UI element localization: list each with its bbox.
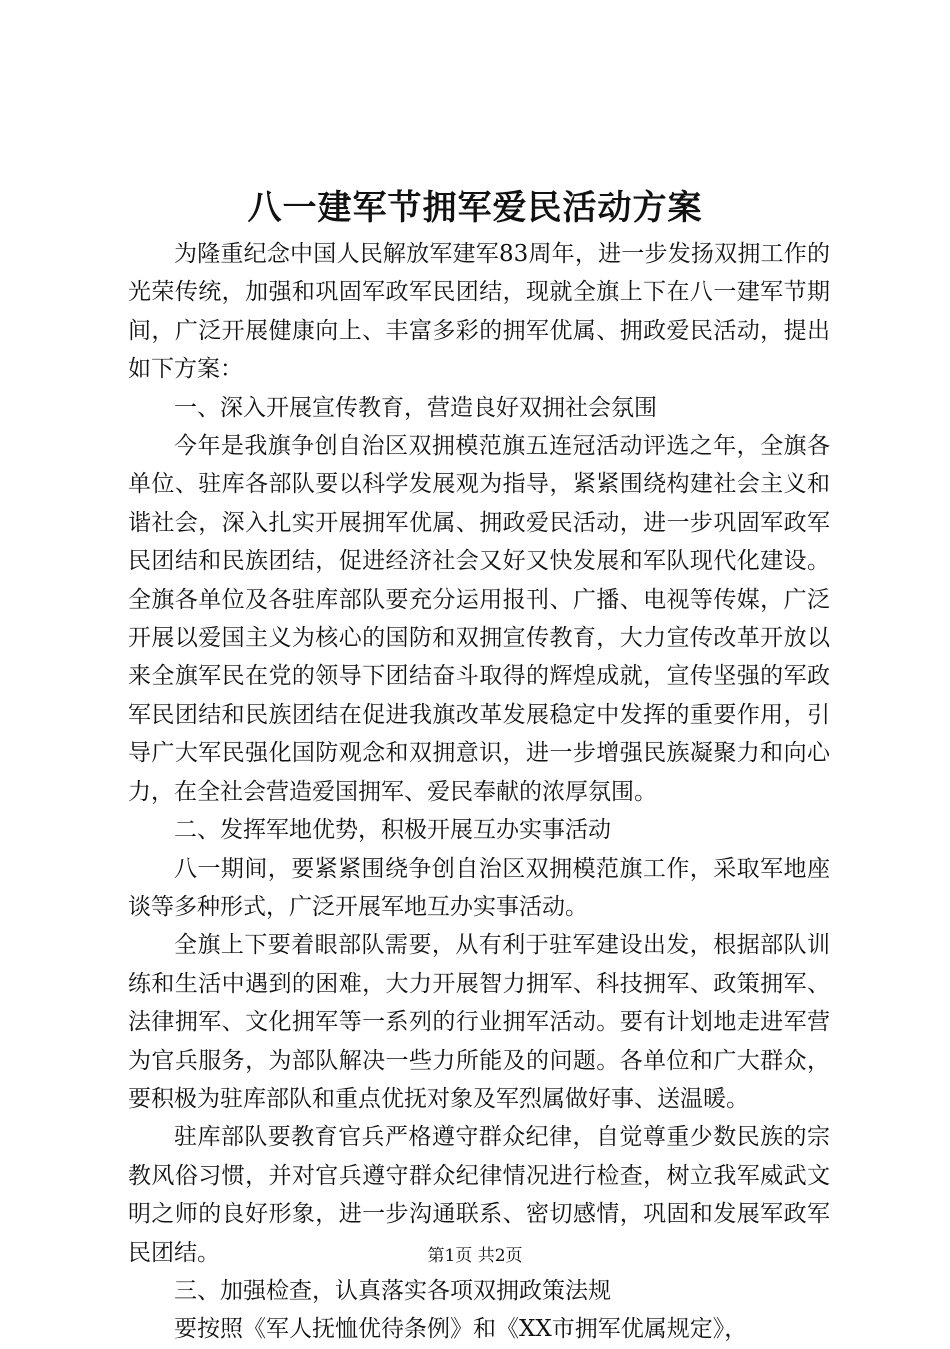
document-body — [128, 235, 830, 1349]
section-3-paragraph-1: 要按照《军人抚恤优待条例》和《XX市拥军优属规定》， — [174, 1316, 748, 1343]
section-heading-2: 二、发挥军地优势，积极开展互办实事活动 — [174, 817, 611, 844]
page-footer: 第1页 共2页 — [427, 1246, 523, 1266]
section-2-paragraph-2: 全旗上下要着眼部队需要，从有利于驻军建设出发，根据部队训练和生活中遇到的困难，大力开展智力拥军、科技拥军、政策拥军、法律拥军、文化拥军等一系列的行业拥军活动。要有计划地走进军营为官兵服务，为部队解决一些力所能及的问题。各单位和广大群众，要积极为驻库部队和重点优抚对象及军烈属做好事、送温暖。 — [128, 932, 830, 1112]
intro-paragraph: 为隆重纪念中国人民解放军建军83周年，进一步发扬双拥工作的光荣传统，加强和巩固军政军民团结，现就全旗上下在八一建军节期间，广泛开展健康向上、丰富多彩的拥军优属、拥政爱民活动，提出如下方案： — [128, 241, 830, 383]
section-heading-3: 三、加强检查，认真落实各项双拥政策法规 — [174, 1277, 611, 1304]
section-1-paragraph: 今年是我旗争创自治区双拥模范旗五连冠活动评选之年，全旗各单位、驻库各部队要以科学发展观为指导，紧紧围绕构建社会主义和谐社会，深入扎实开展拥军优属、拥政爱民活动，进一步巩固军政军民团结和民族团结，促进经济社会又好又快发展和军队现代化建设。全旗各单位及各驻库部队要充分运用报刊、广播、电视等传媒，广泛开展以爱国主义为核心的国防和双拥宣传教育，大力宣传改革开放以来全旗军民在党的领导下团结奋斗取得的辉煌成就，宣传坚强的军政军民团结和民族团结在促进我旗改革发展稳定中发挥的重要作用，引导广大军民强化国防观念和双拥意识，进一步增强民族凝聚力和向心力，在全社会营造爱国拥军、爱民奉献的浓厚氛围。 — [128, 433, 830, 805]
section-2-paragraph-3: 驻库部队要教育官兵严格遵守群众纪律，自觉尊重少数民族的宗教风俗习惯，并对官兵遵守群众纪律情况进行检查，树立我军威武文明之师的良好形象，进一步沟通联系、密切感情，巩固和发展军政军民团结。 — [128, 1124, 830, 1266]
section-2-paragraph-1: 八一期间，要紧紧围绕争创自治区双拥模范旗工作，采取军地座谈等多种形式，广泛开展军地互办实事活动。 — [128, 855, 830, 920]
document-title: 八一建军节拥军爱民活动方案 — [247, 188, 703, 228]
section-heading-1: 一、深入开展宣传教育，营造良好双拥社会氛围 — [174, 394, 657, 421]
